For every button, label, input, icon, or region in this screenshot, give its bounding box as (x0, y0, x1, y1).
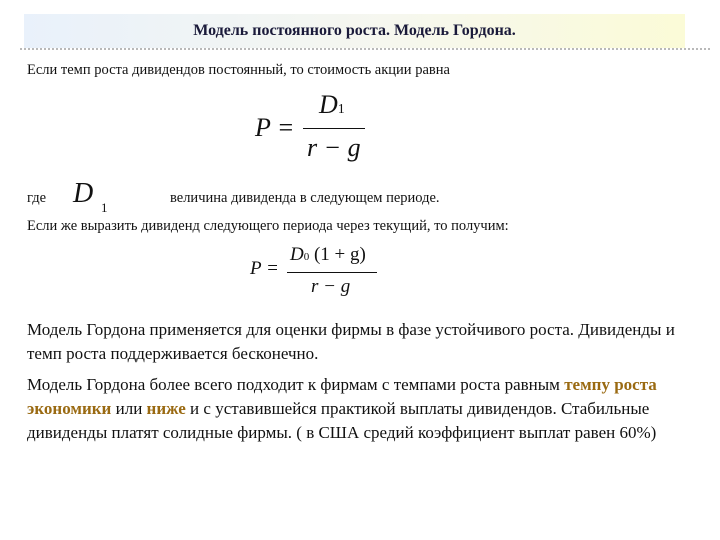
formula1-num-subscript: 1 (337, 102, 345, 117)
title-bar (24, 14, 685, 48)
formula2-numerator (290, 244, 366, 266)
para2-part3: и с уставившейся практикой выплаты дивидендов. Стабильные дивиденды платят солидные фирмы. ( в США средий коэффициент выплат равен 60%) (27, 399, 657, 442)
where-symbol-subscript: 1 (101, 200, 108, 215)
title-divider (20, 48, 710, 50)
para2-part2: или (111, 399, 147, 418)
where-text: величина дивиденда в следующем периоде. (170, 190, 440, 206)
highlight-lower: ниже (146, 399, 186, 418)
para2-part1: Модель Гордона более всего подходит к фирмам с темпами роста равным (27, 375, 565, 394)
formula1-num-symbol: D (319, 90, 338, 119)
paragraph-suitability (27, 373, 692, 445)
intro-text: Если темп роста дивидендов постоянный, то стоимость акции равна (27, 62, 450, 78)
formula2-lhs: P = (250, 258, 279, 279)
line2-text: Если же выразить дивиденд следующего периода через текущий, то получим: (27, 218, 509, 234)
paragraph-application: Модель Гордона применяется для оценки фирмы в фазе устойчивого роста. Дивиденды и темп роста поддерживается бесконечно. (27, 320, 675, 363)
formula2-denominator: r − g (311, 276, 351, 297)
where-prefix: где (27, 190, 47, 206)
slide-title: Модель постоянного роста. Модель Гордона. (193, 22, 516, 39)
highlight-economy-growth: темпу роста экономики (27, 375, 657, 418)
formula2-num-symbol: D (290, 244, 304, 265)
formula2-num-rest: (1 + g) (313, 244, 366, 265)
formula1-denominator: r − g (307, 133, 361, 162)
formula2-num-subscript: 0 (303, 251, 310, 263)
formula1-fraction-bar (303, 128, 365, 129)
formula1-lhs: P = (255, 113, 295, 142)
formula1-numerator (319, 90, 345, 120)
where-symbol: D (73, 178, 94, 209)
formula2-fraction-bar (287, 272, 377, 273)
